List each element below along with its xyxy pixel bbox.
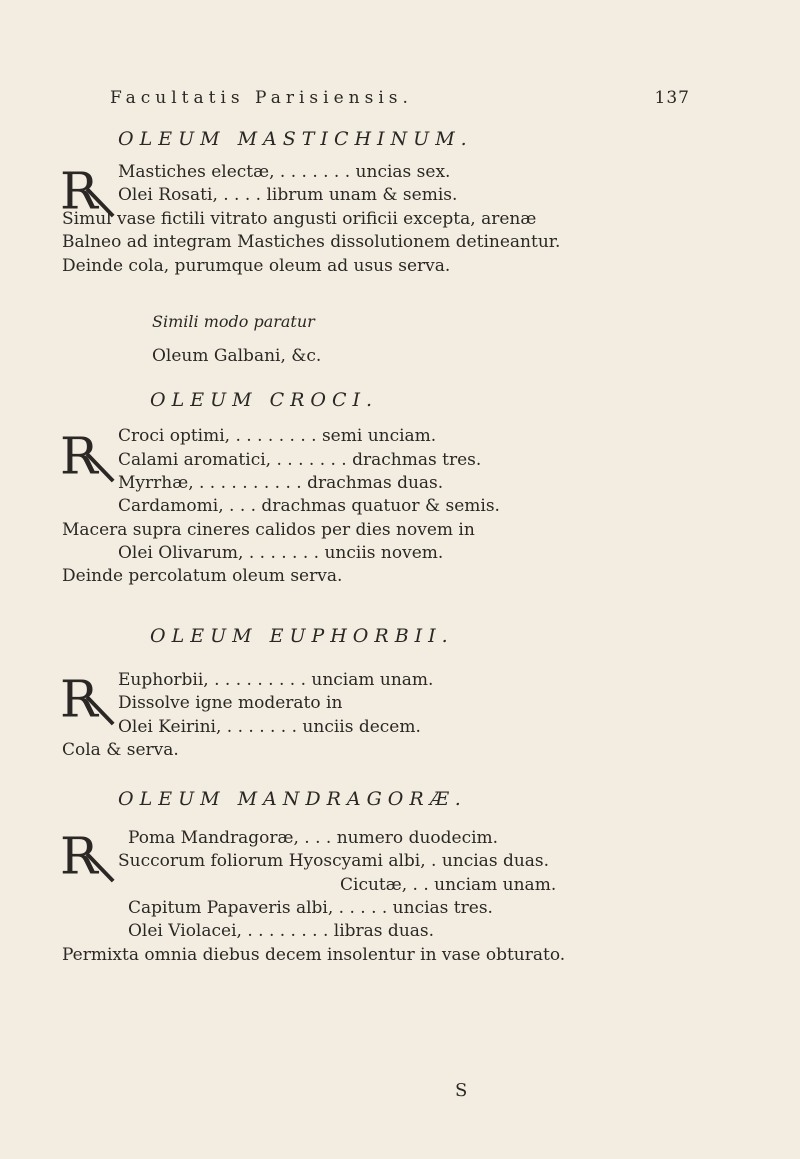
recipe-line: Olei Olivarum, . . . . . . . unciis novem. [118,543,444,563]
section-subtitle: Simili modo paratur [152,312,315,331]
recipe-line: Olei Violacei, . . . . . . . . libras duas. [128,921,435,941]
recipe-line: Capitum Papaveris albi, . . . . . uncias tres. [128,898,493,918]
recipe-line: Euphorbii, . . . . . . . . . unciam unam. [118,670,434,690]
recipe-line: Oleum Galbani, &c. [152,346,322,366]
recipe-symbol-icon [60,825,118,883]
section-title-mastichinum: OLEUM MASTICHINUM. [118,128,473,150]
svg-text:R: R [60,161,98,218]
running-head [110,88,690,108]
running-head-title: Facultatis Parisiensis. [110,88,413,108]
recipe-line: Cicutæ, . . unciam unam. [340,875,557,895]
recipe-line: Deinde percolatum oleum serva. [62,566,343,586]
recipe-line: Olei Keirini, . . . . . . . unciis decem. [118,717,421,737]
page-number: 137 [654,88,690,108]
recipe-line: Mastiches electæ, . . . . . . . uncias sex. [118,162,451,182]
recipe-line: Cardamomi, . . . drachmas quatuor & semis. [118,496,500,516]
svg-text:R: R [60,826,98,883]
section-title-euphorbii: OLEUM EUPHORBII. [150,625,454,647]
recipe-line: Succorum foliorum Hyoscyami albi, . uncias duas. [118,851,550,871]
recipe-symbol-icon [60,425,118,483]
recipe-line: Deinde cola, purumque oleum ad usus serva. [62,256,451,276]
recipe-line: Calami aromatici, . . . . . . . drachmas tres. [118,450,482,470]
recipe-line: Croci optimi, . . . . . . . . semi unciam. [118,426,437,446]
recipe-line: Balneo ad integram Mastiches dissolutionem detineantur. [62,232,561,252]
recipe-line: Olei Rosati, . . . . librum unam & semis. [118,185,458,205]
recipe-line: Myrrhæ, . . . . . . . . . . drachmas duas. [118,473,444,493]
recipe-line: Permixta omnia diebus decem insolentur in vase obturato. [62,945,566,965]
section-title-croci: OLEUM CROCI. [150,389,379,411]
svg-text:R: R [60,426,98,483]
section-title-mandragorae: OLEUM MANDRAGORÆ. [118,788,467,810]
recipe-line: Macera supra cineres calidos per dies novem in [62,520,475,540]
recipe-line: Dissolve igne moderato in [118,693,343,713]
svg-text:R: R [60,669,98,726]
recipe-symbol-icon [60,668,118,726]
signature-mark: S [455,1080,468,1101]
recipe-line: Poma Mandragoræ, . . . numero duodecim. [128,828,499,848]
recipe-line: Cola & serva. [62,740,179,760]
recipe-line: Simul vase fictili vitrato angusti orificii excepta, arenæ [62,209,537,229]
